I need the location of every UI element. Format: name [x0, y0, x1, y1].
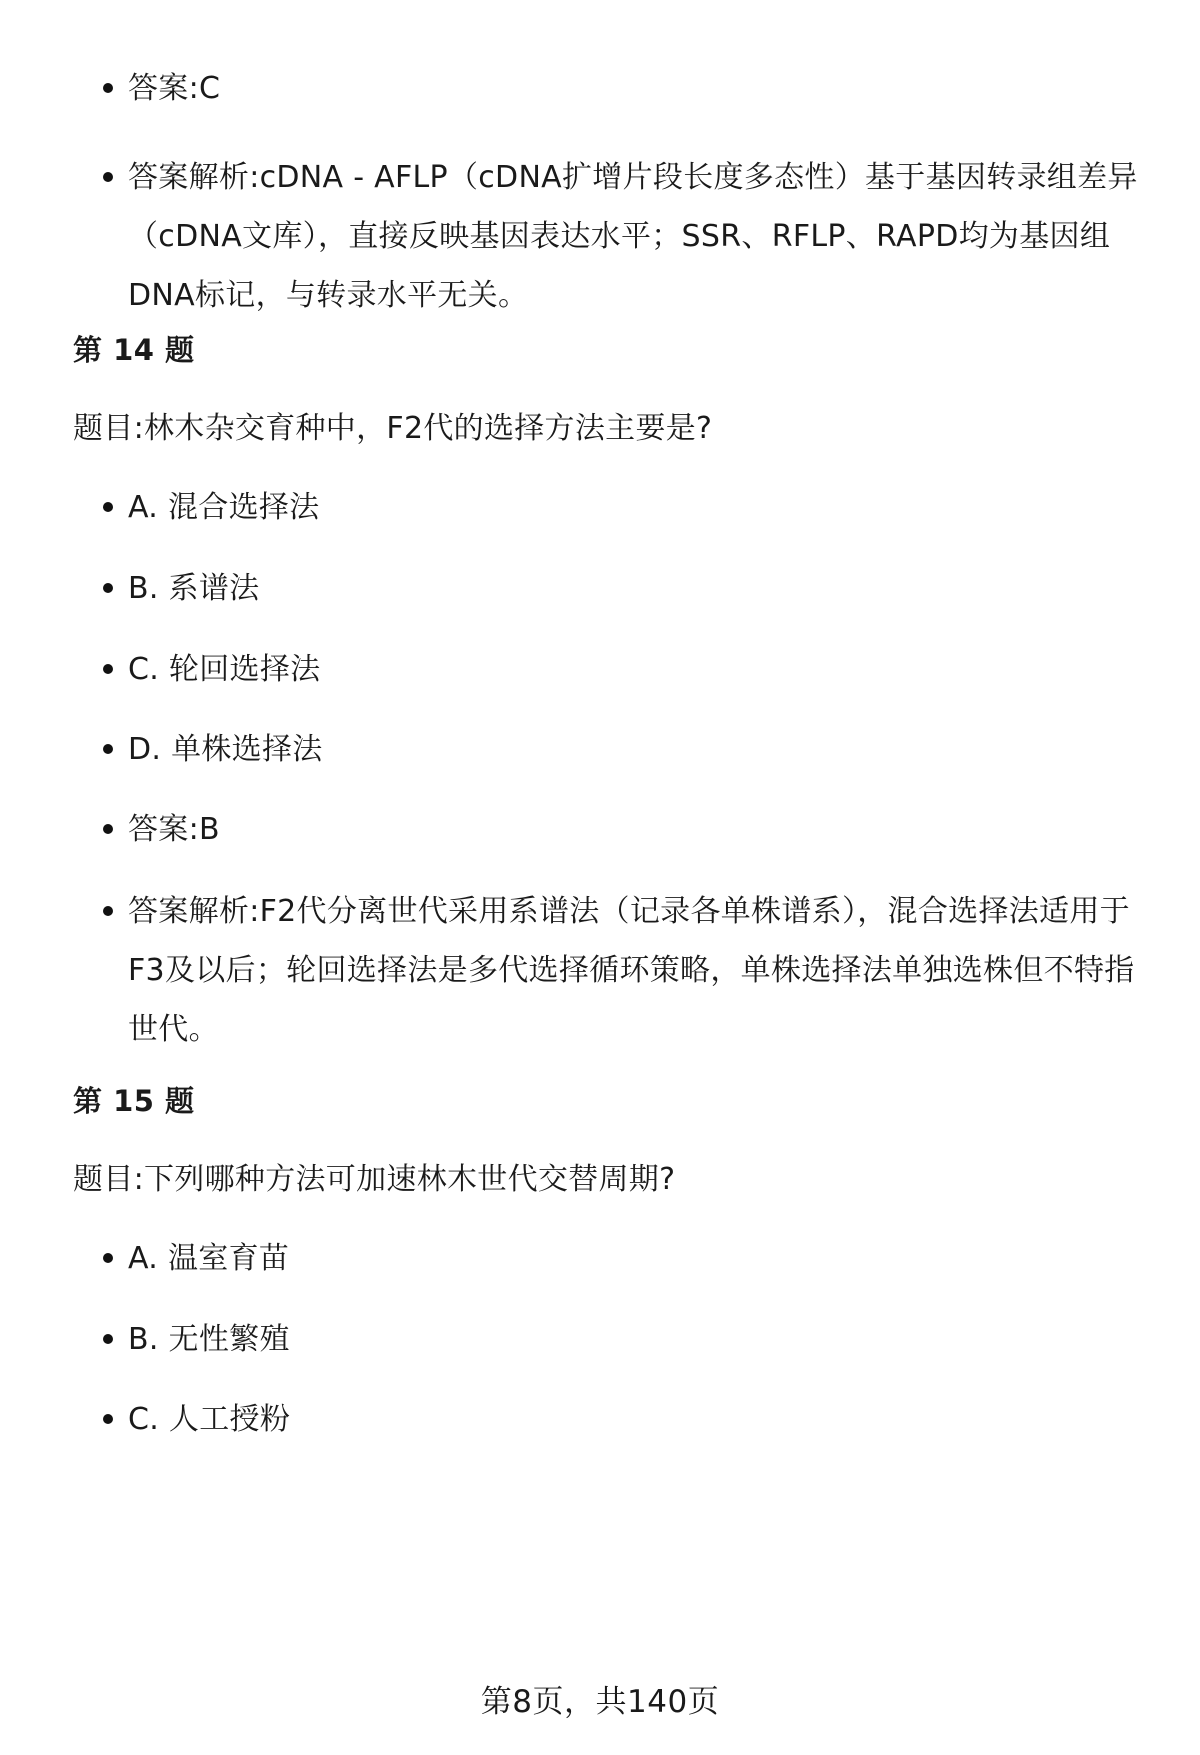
- q14-option-b: B. 系谱法: [128, 559, 1158, 618]
- page-number-footer: 第8页，共140页: [480, 1684, 720, 1720]
- q15-question: 题目:下列哪种方法可加速林木世代交替周期?: [73, 1162, 676, 1197]
- q15-option-a: A. 温室育苗: [128, 1229, 1158, 1288]
- q14-analysis: 答案解析:F2代分离世代采用系谱法（记录各单株谱系），混合选择法适用于F3及以后；轮回选择法是多代选择循环策略，单株选择法单独选株但不特指世代。: [128, 882, 1158, 1059]
- q15-heading: 第 15 题: [73, 1084, 195, 1118]
- q15-option-c: C. 人工授粉: [128, 1390, 1158, 1449]
- q14-option-c: C. 轮回选择法: [128, 640, 1158, 699]
- q15-option-b: B. 无性繁殖: [128, 1310, 1158, 1369]
- q13-answer: 答案:C: [128, 59, 1158, 118]
- q14-option-d: D. 单株选择法: [128, 720, 1158, 779]
- q14-answer: 答案:B: [128, 800, 1158, 859]
- q14-heading: 第 14 题: [73, 333, 195, 367]
- q14-option-a: A. 混合选择法: [128, 478, 1158, 537]
- q13-analysis: 答案解析:cDNA - AFLP（cDNA扩增片段长度多态性）基于基因转录组差异（cDNA文库），直接反映基因表达水平；SSR、RFLP、RAPD均为基因组DNA标记，与转录水平无关。: [128, 148, 1158, 325]
- q14-question: 题目:林木杂交育种中，F2代的选择方法主要是?: [73, 411, 713, 446]
